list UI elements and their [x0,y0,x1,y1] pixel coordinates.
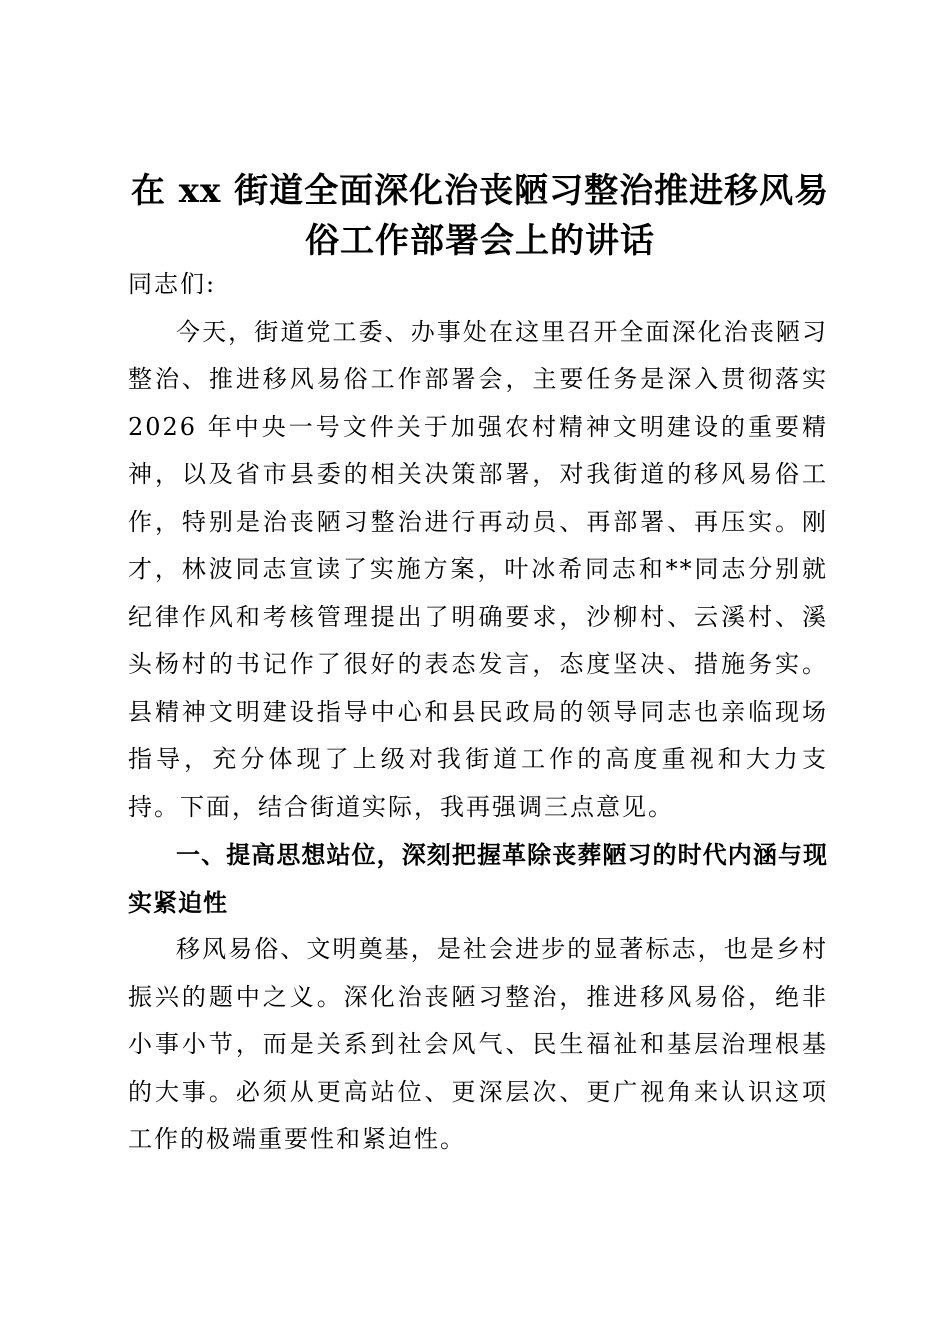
salutation: 同志们: [128,270,217,298]
section-1-paragraph: 移风易俗、文明奠基，是社会进步的显著标志，也是乡村振兴的题中之义。深化治丧陋习整治，推进移风易俗，绝非小事小节，而是关系到社会风气、民生福祉和基层治理根基的大事。必须从更高站位、更深层次、更广视角来认识这项工作的极端重要性和紧迫性。 [128,935,828,1153]
title-line-2: 俗工作部署会上的讲话 [305,221,655,261]
opening-paragraph: 今天，街道党工委、办事处在这里召开全面深化治丧陋习整治、推进移风易俗工作部署会，主要任务是深入贯彻落实 2026 年中央一号文件关于加强农村精神文明建设的重要精神，以及省市县委的相关决策部署，对我街道的移风易俗工作，特别是治丧陋习整治进行再动员、再部署、再压实。刚才，林波同志宣读了实施方案，叶冰希同志和**同志分别就纪律作风和考核管理提出了明确要求，沙柳村、云溪村、溪头杨村的书记作了很好的表态发言，态度坚决、措施务实。县精神文明建设指导中心和县民政局的领导同志也亲临现场指导，充分体现了上级对我街道工作的高度重视和大力支持。下面，结合街道实际，我再强调三点意见。 [128,317,828,821]
section-heading-1: 一、提高思想站位，深刻把握革除丧葬陋习的时代内涵与现实紧迫性 [128,840,828,917]
document-title [120,166,840,266]
document-body [128,261,828,1164]
title-line-1: 在 xx 街道全面深化治丧陋习整治推进移风易 [130,171,830,211]
